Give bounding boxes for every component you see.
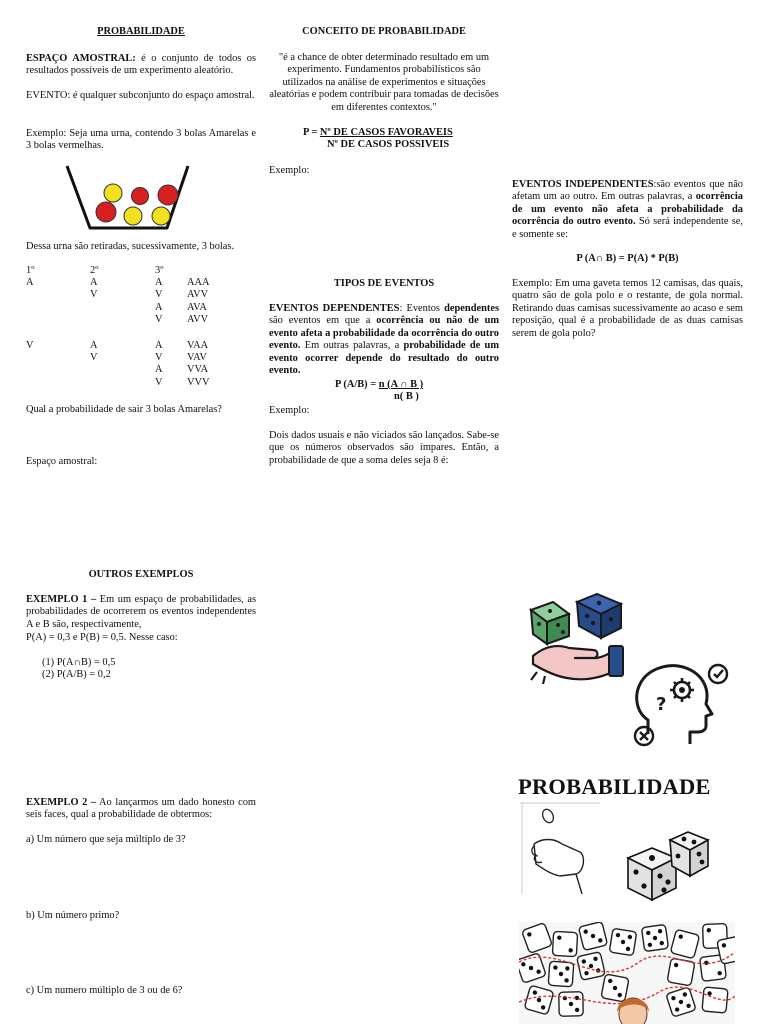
dep-t3: Em outras palavras, a — [300, 340, 404, 352]
dep-label: EVENTOS DEPENDENTES — [269, 303, 400, 314]
die-icon — [667, 958, 695, 986]
indep-formula: P (A∩ B) = P(A) * P(B) — [576, 253, 679, 264]
formula-denominator: Nº DE CASOS POSSIVEIS — [327, 139, 450, 150]
sequence-cell: VAA — [187, 339, 209, 351]
formula-p: P = — [303, 127, 320, 138]
sequence-cell: A — [155, 339, 163, 351]
exemplo1-label: EXEMPLO 1 – — [26, 594, 97, 605]
dep-t1: : Eventos — [399, 303, 445, 314]
sequence-cell: AVV — [187, 314, 209, 326]
sequence-cell: V — [155, 289, 163, 301]
espaco-amostral-def — [26, 53, 256, 78]
indep-label: EVENTOS INDEPENDENTES — [512, 179, 654, 190]
exemplo2-b: b) Um número primo? — [26, 910, 120, 921]
cond-numerator: n (A ∩ B ) — [378, 379, 424, 390]
exemplo2-a: a) Um número que seja múltiplo de 3? — [26, 834, 186, 845]
sequence-rows — [26, 277, 256, 397]
indep-t1: :são eventos que não afetam um ao outro. Em outras palavras, a — [512, 179, 743, 203]
urna-retiradas: Dessa urna são retiradas, sucessivamente, 3 bolas. — [26, 241, 235, 252]
die-green — [531, 602, 569, 644]
indep-t2: Só será independente se, e somente se: — [512, 216, 743, 240]
exemplo2-col2: Exemplo: — [269, 405, 310, 416]
question-amarelas: Qual a probabilidade de sair 3 bolas Amarelas? — [26, 404, 222, 415]
exemplo2-c: c) Um numero múltiplo de 3 ou de 6? — [26, 985, 183, 996]
coin-flip-hand-icon — [520, 802, 600, 894]
exemplo-camisas: Exemplo: Em uma gaveta temos 12 camisas, das quais, quatro são de gola polo e o restante, de gola normal. Retirando duas camisas sucessivamente ao acaso e sem reposição, qual é a probabilidade de as duas camisas serem de gola polo? — [512, 278, 743, 339]
dep-b1: dependentes — [444, 303, 499, 314]
ball-red — [132, 188, 149, 205]
sequence-cell: VVV — [187, 376, 210, 388]
two-dice-icon — [618, 828, 710, 904]
tipos-title: TIPOS DE EVENTOS — [333, 278, 435, 289]
ball-yellow — [124, 207, 142, 225]
sequence-cell: AAA — [187, 277, 210, 288]
dep-t2: são eventos em que a — [269, 315, 377, 327]
sequence-cell: A — [155, 301, 163, 313]
evento-def: EVENTO: é qualquer subconjunto do espaço amostral. — [26, 90, 255, 101]
espaco-amostral-label: ESPAÇO AMOSTRAL: — [26, 53, 136, 64]
exemplo2-text — [26, 797, 256, 822]
formula-numerator: Nº DE CASOS FAVORAVEIS — [319, 127, 453, 138]
sequence-cell: A — [155, 364, 163, 376]
coin-icon — [541, 808, 556, 825]
exemplo1-body: Em um espaço de probabilidades, as probabilidades de ocorrerem os eventos independentes A e B são, respectivamente, — [26, 594, 256, 630]
sequence-cell: AVV — [187, 289, 209, 301]
col1-title: PROBABILIDADE — [97, 26, 185, 37]
sequence-cell: VVA — [187, 364, 209, 376]
espaco-amostral-text: é o conjunto de todos os resultados possíveis de um experimento aleatório. — [26, 53, 256, 77]
sequence-cell: A — [90, 339, 98, 351]
big-title: PROBABILIDADE — [518, 774, 711, 799]
sequence-cell: V — [155, 352, 163, 363]
hand-dice-icon — [527, 592, 627, 687]
sequence-cell: A — [90, 277, 98, 288]
conceito-quote: "é a chance de obter determinado resultado em um experimento. Fundamentos probabilísticos são utilizados na análise de experimentos e situações aleatórias e podem contribuir para tomadas de decisões em diferentes contextos." — [269, 52, 499, 113]
ball-yellow — [104, 184, 122, 202]
exemplo1-item2: (2) P(A/B) = 0,2 — [42, 669, 111, 680]
exemplo2-body: Ao lançarmos um dado honesto com seis faces, qual a probabilidade de obtermos: — [26, 797, 256, 821]
header-3: 3º — [155, 265, 164, 276]
die-icon — [552, 931, 577, 956]
header-1: 1º — [26, 265, 35, 276]
sequence-cell: V — [90, 289, 98, 301]
sequence-cell: V — [155, 376, 163, 388]
formula-probabilidade — [303, 127, 503, 139]
sequence-cell: A — [155, 277, 163, 288]
exemplo-urna: Exemplo: Seja uma urna, contendo 3 bolas Amarelas e 3 bolas vermelhas. — [26, 128, 256, 152]
dice-collage-image — [519, 922, 735, 1024]
dados-text: Dois dados usuais e não viciados são lançados. Sabe-se que os números observados são ímpares. Então, a probabilidade de que a soma deles seja 8 é: — [269, 430, 499, 466]
outros-title: OUTROS EXEMPLOS — [88, 569, 194, 580]
sequence-cell: V — [155, 314, 163, 326]
exemplo1-item1: (1) P(A∩B) = 0,5 — [42, 657, 116, 668]
sequence-cell: A — [26, 277, 34, 288]
exemplo1-text — [26, 594, 256, 631]
die-icon — [670, 929, 699, 958]
indep-b1: ocorrência de um evento não afeta a probabilidade da ocorrência do outro evento. — [512, 191, 743, 228]
die-icon — [628, 848, 676, 900]
exemplo1-values: P(A) = 0,3 e P(B) = 0,5. Nesse caso: — [26, 632, 178, 643]
header-2: 2º — [90, 265, 99, 276]
urn-illustration — [64, 162, 192, 234]
gear-icon — [670, 678, 694, 702]
head-thinking-icon — [628, 660, 730, 748]
die-blue — [577, 594, 621, 638]
hand — [531, 646, 623, 684]
espaco-amostral-label-2: Espaço amostral: — [26, 456, 98, 467]
dep-b3: probabilidade de um evento ocorrer depende do resultado do outro evento. — [269, 340, 499, 377]
ball-red — [158, 185, 178, 205]
eventos-independentes-def — [512, 179, 743, 241]
cond-denominator: n( B ) — [394, 391, 419, 402]
ball-red — [96, 202, 116, 222]
sequence-cell: V — [90, 352, 98, 363]
formula-condicional — [335, 379, 515, 391]
ball-yellow — [152, 207, 170, 225]
sequence-cell: VAV — [187, 352, 207, 363]
col2-title: CONCEITO DE PROBABILIDADE — [302, 26, 466, 37]
eventos-dependentes-def — [269, 303, 499, 377]
exemplo-col2: Exemplo: — [269, 165, 310, 176]
exemplo2-label: EXEMPLO 2 – — [26, 797, 97, 808]
dep-b2: ocorrência ou não de um evento afeta a probabilidade da ocorrência do outro evento. — [269, 315, 500, 352]
cond-left: P (A/B) = — [335, 379, 379, 390]
sequence-cell: AVA — [187, 301, 207, 313]
sequence-cell: V — [26, 339, 34, 351]
question-mark-icon: ? — [656, 694, 667, 715]
